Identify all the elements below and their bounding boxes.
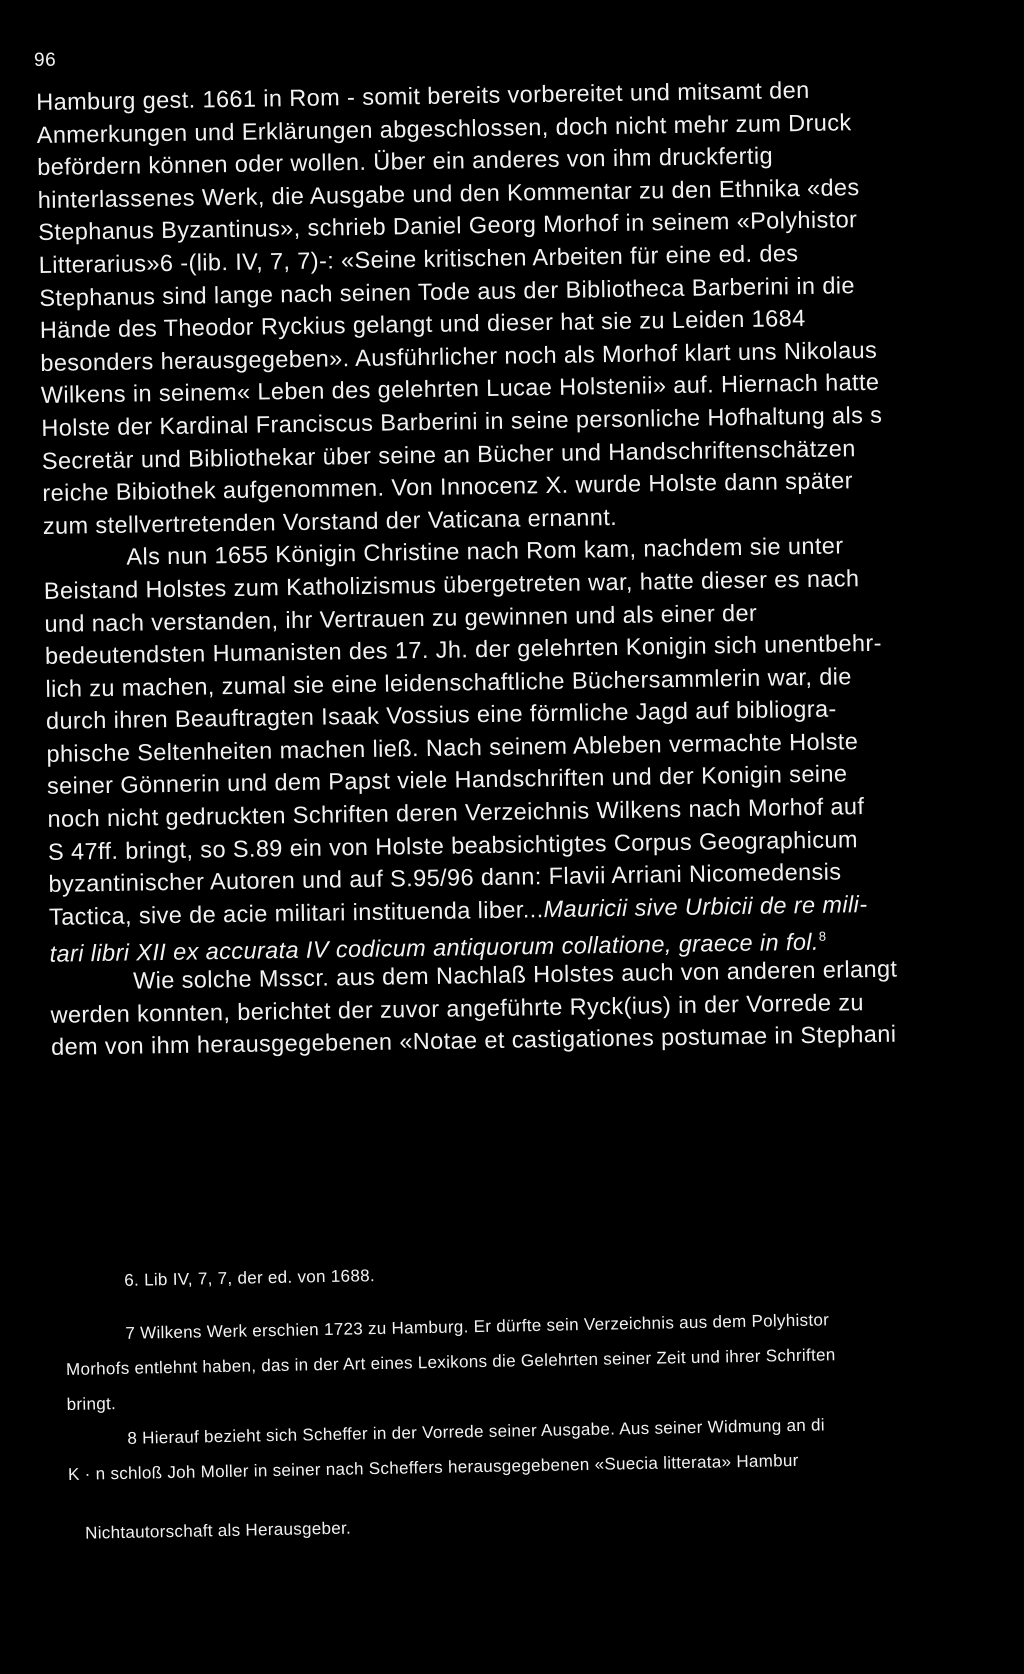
footnote-8-cont: K · n schloß Joh Moller in seiner nach Scheffers herausgegebenen «Suecia litterata» Hambur <box>67 1450 799 1484</box>
text-line: Holste der Kardinal Franciscus Barberini in seine personliche Hofhaltung als s <box>41 401 883 441</box>
italic-title: Mauricii sive Urbicii de re mili- <box>543 890 868 922</box>
text-line: durch ihren Beauftragten Isaak Vossius eine förmliche Jagd auf bibliogra- <box>45 695 837 735</box>
text-line: Stephanus sind lange nach seinen Tode aus der Bibliotheca Barberini in die <box>39 271 856 311</box>
text-line: dem von ihm herausgegebenen «Notae et castigationes postumae in Stephani <box>50 1020 897 1061</box>
text-line: Hände des Theodor Ryckius gelangt und dieser hat sie zu Leiden 1684 <box>39 305 806 344</box>
footnotes <box>64 1246 1024 1551</box>
text-line: lich zu machen, zumal sie eine leidenschaftliche Büchersammlerin war, die <box>45 662 852 702</box>
text-line: seiner Gönnerin und dem Papst viele Handschriften und der Konigin seine <box>46 760 848 800</box>
text-line: Litterarius»6 -(lib. IV, 7, 7)-: «Seine kritischen Arbeiten für eine ed. des <box>38 240 799 278</box>
text-line: phische Seltenheiten machen ließ. Nach seinem Ableben vermachte Holste <box>46 728 859 767</box>
footnote-7-cont: bringt. <box>66 1394 117 1414</box>
text-line: und nach verstanden, ihr Vertrauen zu gewinnen und als einer der <box>44 599 758 637</box>
footnote-8-cont: Nichtautorschaft als Herausgeber. <box>84 1518 352 1543</box>
text-line: byzantinischer Autoren und auf S.95/96 dann: Flavii Arriani Nicomedensis <box>48 858 842 898</box>
text-line: noch nicht gedruckten Schriften deren Verzeichnis Wilkens nach Morhof auf <box>47 793 865 832</box>
footnote-marker: 8 <box>818 929 827 945</box>
main-text <box>36 71 1024 1064</box>
text-line: besonders herausgegeben». Ausführlicher noch als Morhof klart uns Nikolaus <box>40 336 878 376</box>
text-segment: Tactica, sive de acie militari instituenda liber... <box>48 895 544 930</box>
text-line: zum stellvertretenden Vorstand der Vaticana ernannt. <box>42 503 618 539</box>
text-line: werden konnten, berichtet der zuvor angeführte Ryck(ius) in der Vorrede zu <box>50 988 865 1028</box>
footnote-6: 6. Lib IV, 7, 7, der ed. von 1688. <box>124 1266 376 1290</box>
text-line: Secretär und Bibliothekar über seine an Bücher und Handschriftenschätzen <box>41 434 856 474</box>
text-line: befördern können oder wollen. Über ein anderes von ihm druckfertig <box>37 142 774 181</box>
footnote-7: 7 Wilkens Werk erschien 1723 zu Hamburg. Er dürfte sein Verzeichnis aus dem Polyhistor <box>125 1310 830 1343</box>
italic-title: tari libri XII ex accurata IV codicum antiquorum collatione, graece in fol. <box>49 929 820 968</box>
footnote-8: 8 Hierauf bezieht sich Scheffer in der Vorrede seiner Ausgabe. Aus seiner Widmung an di <box>127 1415 826 1448</box>
text-line: Wilkens in seinem« Leben des gelehrten Lucae Holstenii» auf. Hiernach hatte <box>40 369 880 409</box>
text-line: Beistand Holstes zum Katholizismus übergetreten war, hatte dieser es nach <box>43 565 860 604</box>
text-line: Stephanus Byzantinus», schrieb Daniel Georg Morhof in seinem «Polyhistor <box>38 206 858 246</box>
text-line: S 47ff. bringt, so S.89 ein von Holste beabsichtigtes Corpus Geographicum <box>47 825 859 865</box>
text-line: Als nun 1655 Königin Christine nach Rom kam, nachdem sie unter <box>126 532 844 570</box>
text-line: reiche Bibiothek aufgenommen. Von Innocenz X. wurde Holste dann später <box>42 467 854 507</box>
text-line: Anmerkungen und Erklärungen abgeschlossen, doch nicht mehr zum Druck <box>36 108 852 148</box>
text-line: Wie solche Msscr. aus dem Nachlaß Holstes auch von anderen erlangt <box>132 955 898 994</box>
text-line: hinterlassenes Werk, die Ausgabe und den Kommentar zu den Ethnika «des <box>37 173 860 213</box>
text-line: Hamburg gest. 1661 in Rom - somit bereits vorbereitet und mitsamt den <box>36 76 810 115</box>
text-line: bedeutendsten Humanisten des 17. Jh. der gelehrten Konigin sich unentbehr- <box>44 629 883 670</box>
footnote-7-cont: Morhofs entlehnt haben, das in der Art eines Lexikons die Gelehrten seiner Zeit und ihrer Schriften <box>65 1345 836 1379</box>
page-number: 96 <box>34 50 57 71</box>
